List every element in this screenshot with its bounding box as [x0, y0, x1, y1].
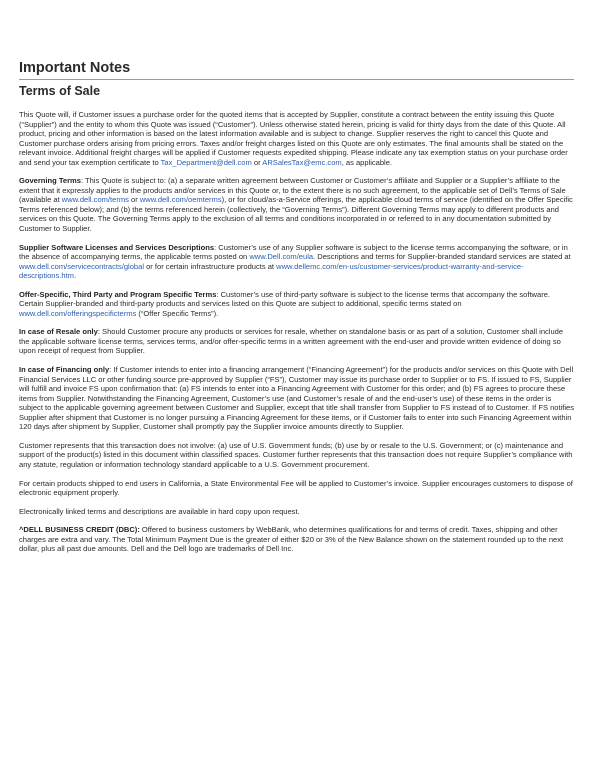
dell-terms-link[interactable]: www.dell.com/terms — [61, 195, 129, 205]
offering-specific-terms-link[interactable]: www.dell.com/offeringspecificterms — [19, 308, 137, 318]
paragraph-heading: ^DELL BUSINESS CREDIT (DBC): — [19, 525, 140, 535]
paragraph-heading: In case of Financing only — [19, 365, 110, 375]
service-contracts-link[interactable]: www.dell.com/servicecontracts/global — [19, 261, 144, 271]
paragraph-california-fee: For certain products shipped to end users in California, a State Environmental Fee will be applied to Customer’s invoice. Supplier encourages customers to dispose of electronic equipment properly. — [19, 478, 573, 498]
terms-body — [19, 110, 575, 563]
paragraph-hard-copy: Electronically linked terms and descriptions are available in hard copy upon request. — [19, 506, 300, 516]
page-title: Important Notes — [19, 60, 131, 76]
tax-department-email-link[interactable]: Tax_Department@dell.com — [160, 157, 252, 167]
section-title: Terms of Sale — [19, 84, 101, 98]
warranty-service-descriptions-link[interactable]: www.dellemc.com/en-us/customer-services/product-warranty-and-service-descriptions.htm — [19, 261, 524, 281]
paragraph-software-licenses: Supplier Software Licenses and Services Descriptions: Customer’s use of any Supplier software is subject to the license terms accompanying the software, or in the absence of accompanying terms, the applicable terms posted on www.Dell.com/eula. Descriptions and terms for Supplier-branded standard services are stated at www.dell.com/servicecontracts/global or for certain infrastructure products at www.dellemc.com/en-us/customer-services/product-warranty-and-service-descriptions.htm. — [19, 242, 571, 281]
paragraph-dell-business-credit: ^DELL BUSINESS CREDIT (DBC): Offered to business customers by WebBank, who determines qualifications for and terms of credit. Taxes, shipping and other charges are extra and vary. The Total Minimum Payment Due is the greater of either $20 or 3% of the New Balance shown on the statement rounded up to the next dollar, plus all past due amounts. Dell and the Dell logo are trademarks of Dell Inc. — [19, 525, 564, 554]
paragraph-governing-terms: Governing Terms: This Quote is subject to: (a) a separate written agreement between Customer or Customer’s affiliate and Supplier or a Supplier’s affiliate to the extent that it expressly applies to the products and/or services in this Quote or, to the extent there is no such agreement, to the applicable set of Dell’s Terms of Sale (available at www.dell.com/terms or www.dell.com/oemterms), or for cloud/as-a-Service offerings, the applicable cloud terms of service (identified on the Offer Specific Terms referenced below); and (b) the terms referenced herein (collectively, the “Governing Terms”). Different Governing Terms may apply to different products and services on this Quote. The Governing Terms apply to the exclusion of all terms and conditions incorporated in or referred to in any documentation submitted by Customer to Supplier. — [19, 176, 573, 234]
paragraph-offer-specific-terms: Offer-Specific, Third Party and Program Specific Terms: Customer’s use of third-party software is subject to the license terms that accompany the software. Certain Supplier-branded and third-party products and services listed on this Quote are subject to additional, specific terms stated on www.dell.com/offeringspecificterms (“Offer Specific Terms”). — [19, 289, 551, 318]
paragraph-heading: In case of Resale only — [19, 327, 98, 337]
paragraph-heading: Supplier Software Licenses and Services Descriptions — [19, 242, 215, 252]
dell-eula-link[interactable]: www.Dell.com/eula — [249, 252, 314, 262]
paragraph-resale: In case of Resale only: Should Customer procure any products or services for resale, whether on standalone basis or as part of a solution, Customer shall include the applicable software license terms, services terms, and/or offer-specific terms in a written agreement with the end-user and provide written evidence of doing so upon receipt of request from Supplier. — [19, 327, 564, 356]
paragraph-quote-validity: This Quote will, if Customer issues a purchase order for the quoted items that is accepted by Supplier, constitute a contract between the entity issuing this Quote (“Supplier”) and the entity to whom this Quote was issued (“Customer”). Unless otherwise stated herein, pricing is valid for thirty days from the date of this Quote. All product, pricing and other information is based on the latest information available and is subject to change. Supplier reserves the right to cancel this Quote and Customer purchase orders arising from pricing errors. Taxes and/or freight charges listed on this Quote are only estimates. The final amounts shall be stated on the relevant invoice. Additional freight charges will be applied if Customer requests expedited shipping. Please indicate any tax exemption status on your purchase order and send your tax exemption certificate to Tax_Department@dell.com or ARSalesTax@emc.com, as applicable. — [19, 110, 568, 167]
paragraph-government-representation: Customer represents that this transaction does not involve: (a) use of U.S. Government funds; (b) use by or resale to the U.S. Government; or (c) maintenance and support of the product(s) listed in this document within classified spaces. Customer further represents that this transaction does not require Supplier’s compliance with any statute, regulation or information technology standard applicable to a U.S. Government procurement. — [19, 440, 573, 469]
paragraph-financing: In case of Financing only: If Customer intends to enter into a financing arrangement (“Financing Agreement”) for the products and/or services on this Quote with Dell Financial Services LLC or other funding source pre-approved by Supplier (“FS”), Customer may issue its purchase order to Supplier or to FS. If issued to FS, Supplier will fulfill and invoice FS upon confirmation that: (a) FS intends to enter into a Financing Agreement with Customer for this order; and (b) FS agrees to procure these items from Supplier. Notwithstanding the Financing Agreement, Customer’s use (and Customer’s resale of and the end-user’s use) of these items in the order is subject to the applicable governing agreement between Customer and Supplier, except that title shall transfer from Supplier to FS instead of to Customer. If FS notifies Supplier after shipment that Customer is no longer pursuing a Financing Agreement for these items, or if Customer fails to enter into such Financing Agreement within 120 days after shipment by Supplier, Customer shall promptly pay the Supplier invoice amounts directly to Supplier. — [19, 365, 574, 432]
title-divider — [19, 79, 574, 80]
paragraph-heading: Governing Terms — [19, 176, 81, 186]
arsalestax-email-link[interactable]: ARSalesTax@emc.com — [262, 157, 342, 167]
paragraph-heading: Offer-Specific, Third Party and Program Specific Terms — [19, 289, 217, 299]
dell-oemterms-link[interactable]: www.dell.com/oemterms — [139, 195, 222, 205]
